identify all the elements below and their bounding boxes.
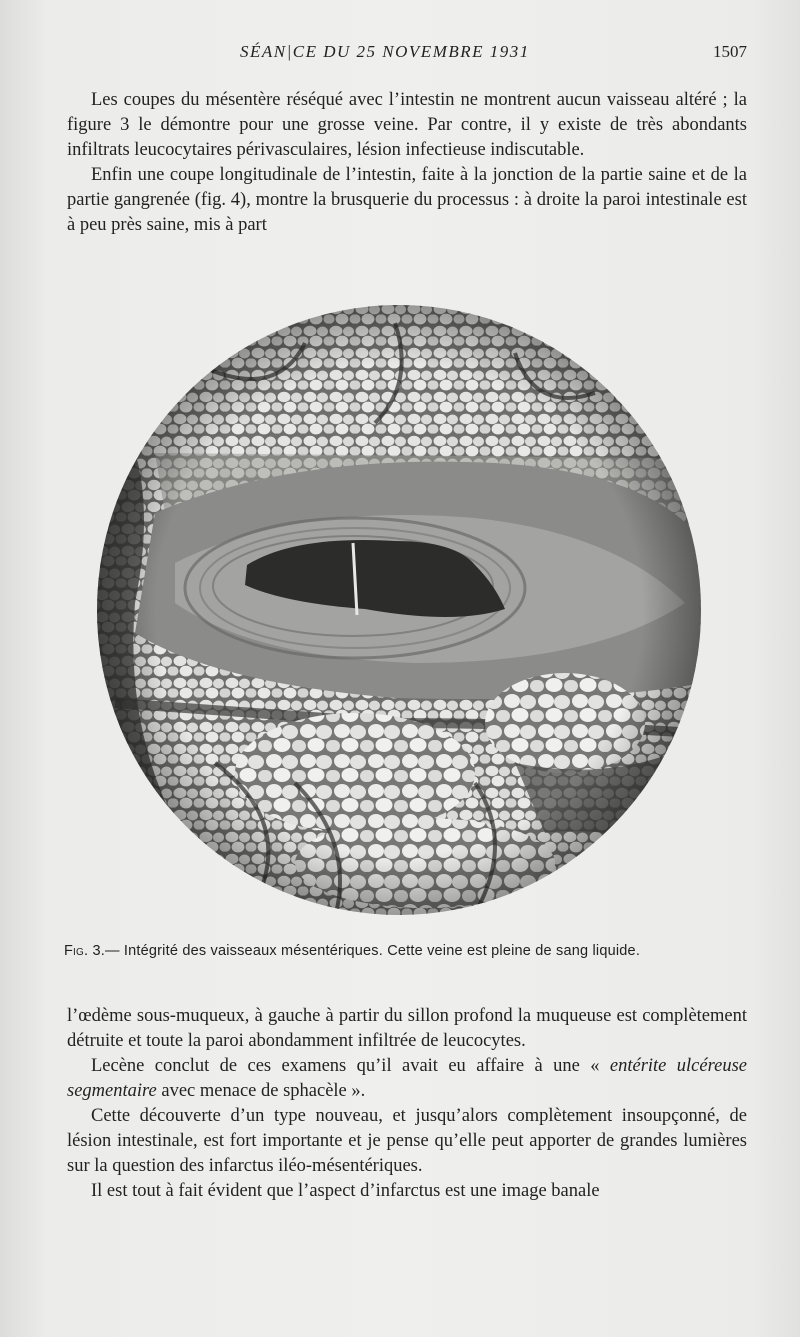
- text-span: Lecène conclut de ces examens qu’il avait eu affaire à une «: [91, 1056, 610, 1076]
- paragraph: Enfin une coupe longitudinale de l’intestin, faite à la jonction de la partie saine et de la partie gangrenée (fig. 4), montre la brusquerie du processus : à droite la paroi intestinale est à peu près saine, mis à part: [67, 165, 747, 235]
- page-number: 1507: [713, 42, 747, 61]
- paragraph: [67, 1054, 747, 1104]
- figure-label: Fig. 3.: [64, 943, 105, 959]
- page-header: [0, 42, 800, 66]
- paragraph: Il est tout à fait évident que l’aspect d’infarctus est une image banale: [91, 1181, 600, 1201]
- italic-term: entérite ulcéreuse segmentaire: [67, 1056, 747, 1101]
- paragraph: Cette découverte d’un type nouveau, et jusqu’alors complètement insoupçonné, de lésion intestinale, est fort importante et je pense qu’elle peut apporter de grandes lumières sur la question des infarctus iléo-mésentériques.: [67, 1106, 747, 1176]
- paragraph: Les coupes du mésentère réséqué avec l’intestin ne montrent aucun vaisseau altéré ; la figure 3 le démontre pour une grosse veine. Par contre, il y existe de très abondants infiltrats leucocytaires périvasculaires, lésion infectieuse indiscutable.: [67, 90, 747, 160]
- micrograph-image: [95, 303, 703, 917]
- caption-text: — Intégrité des vaisseaux mésentériques. Cette veine est pleine de sang liquide.: [104, 943, 641, 959]
- paragraph: l’œdème sous-muqueux, à gauche à partir du sillon profond la muqueuse est complètement détruite et toute la paroi abondamment infiltrée de leucocytes.: [67, 1006, 747, 1051]
- figure-caption: [64, 943, 754, 959]
- bottom-text-block: [67, 1004, 747, 1204]
- running-title: SÉAN|CE DU 25 NOVEMBRE 1931: [240, 42, 530, 61]
- top-text-block: [67, 88, 747, 238]
- text-span: avec menace de sphacèle ».: [156, 1081, 366, 1101]
- micrograph-figure: [95, 303, 703, 917]
